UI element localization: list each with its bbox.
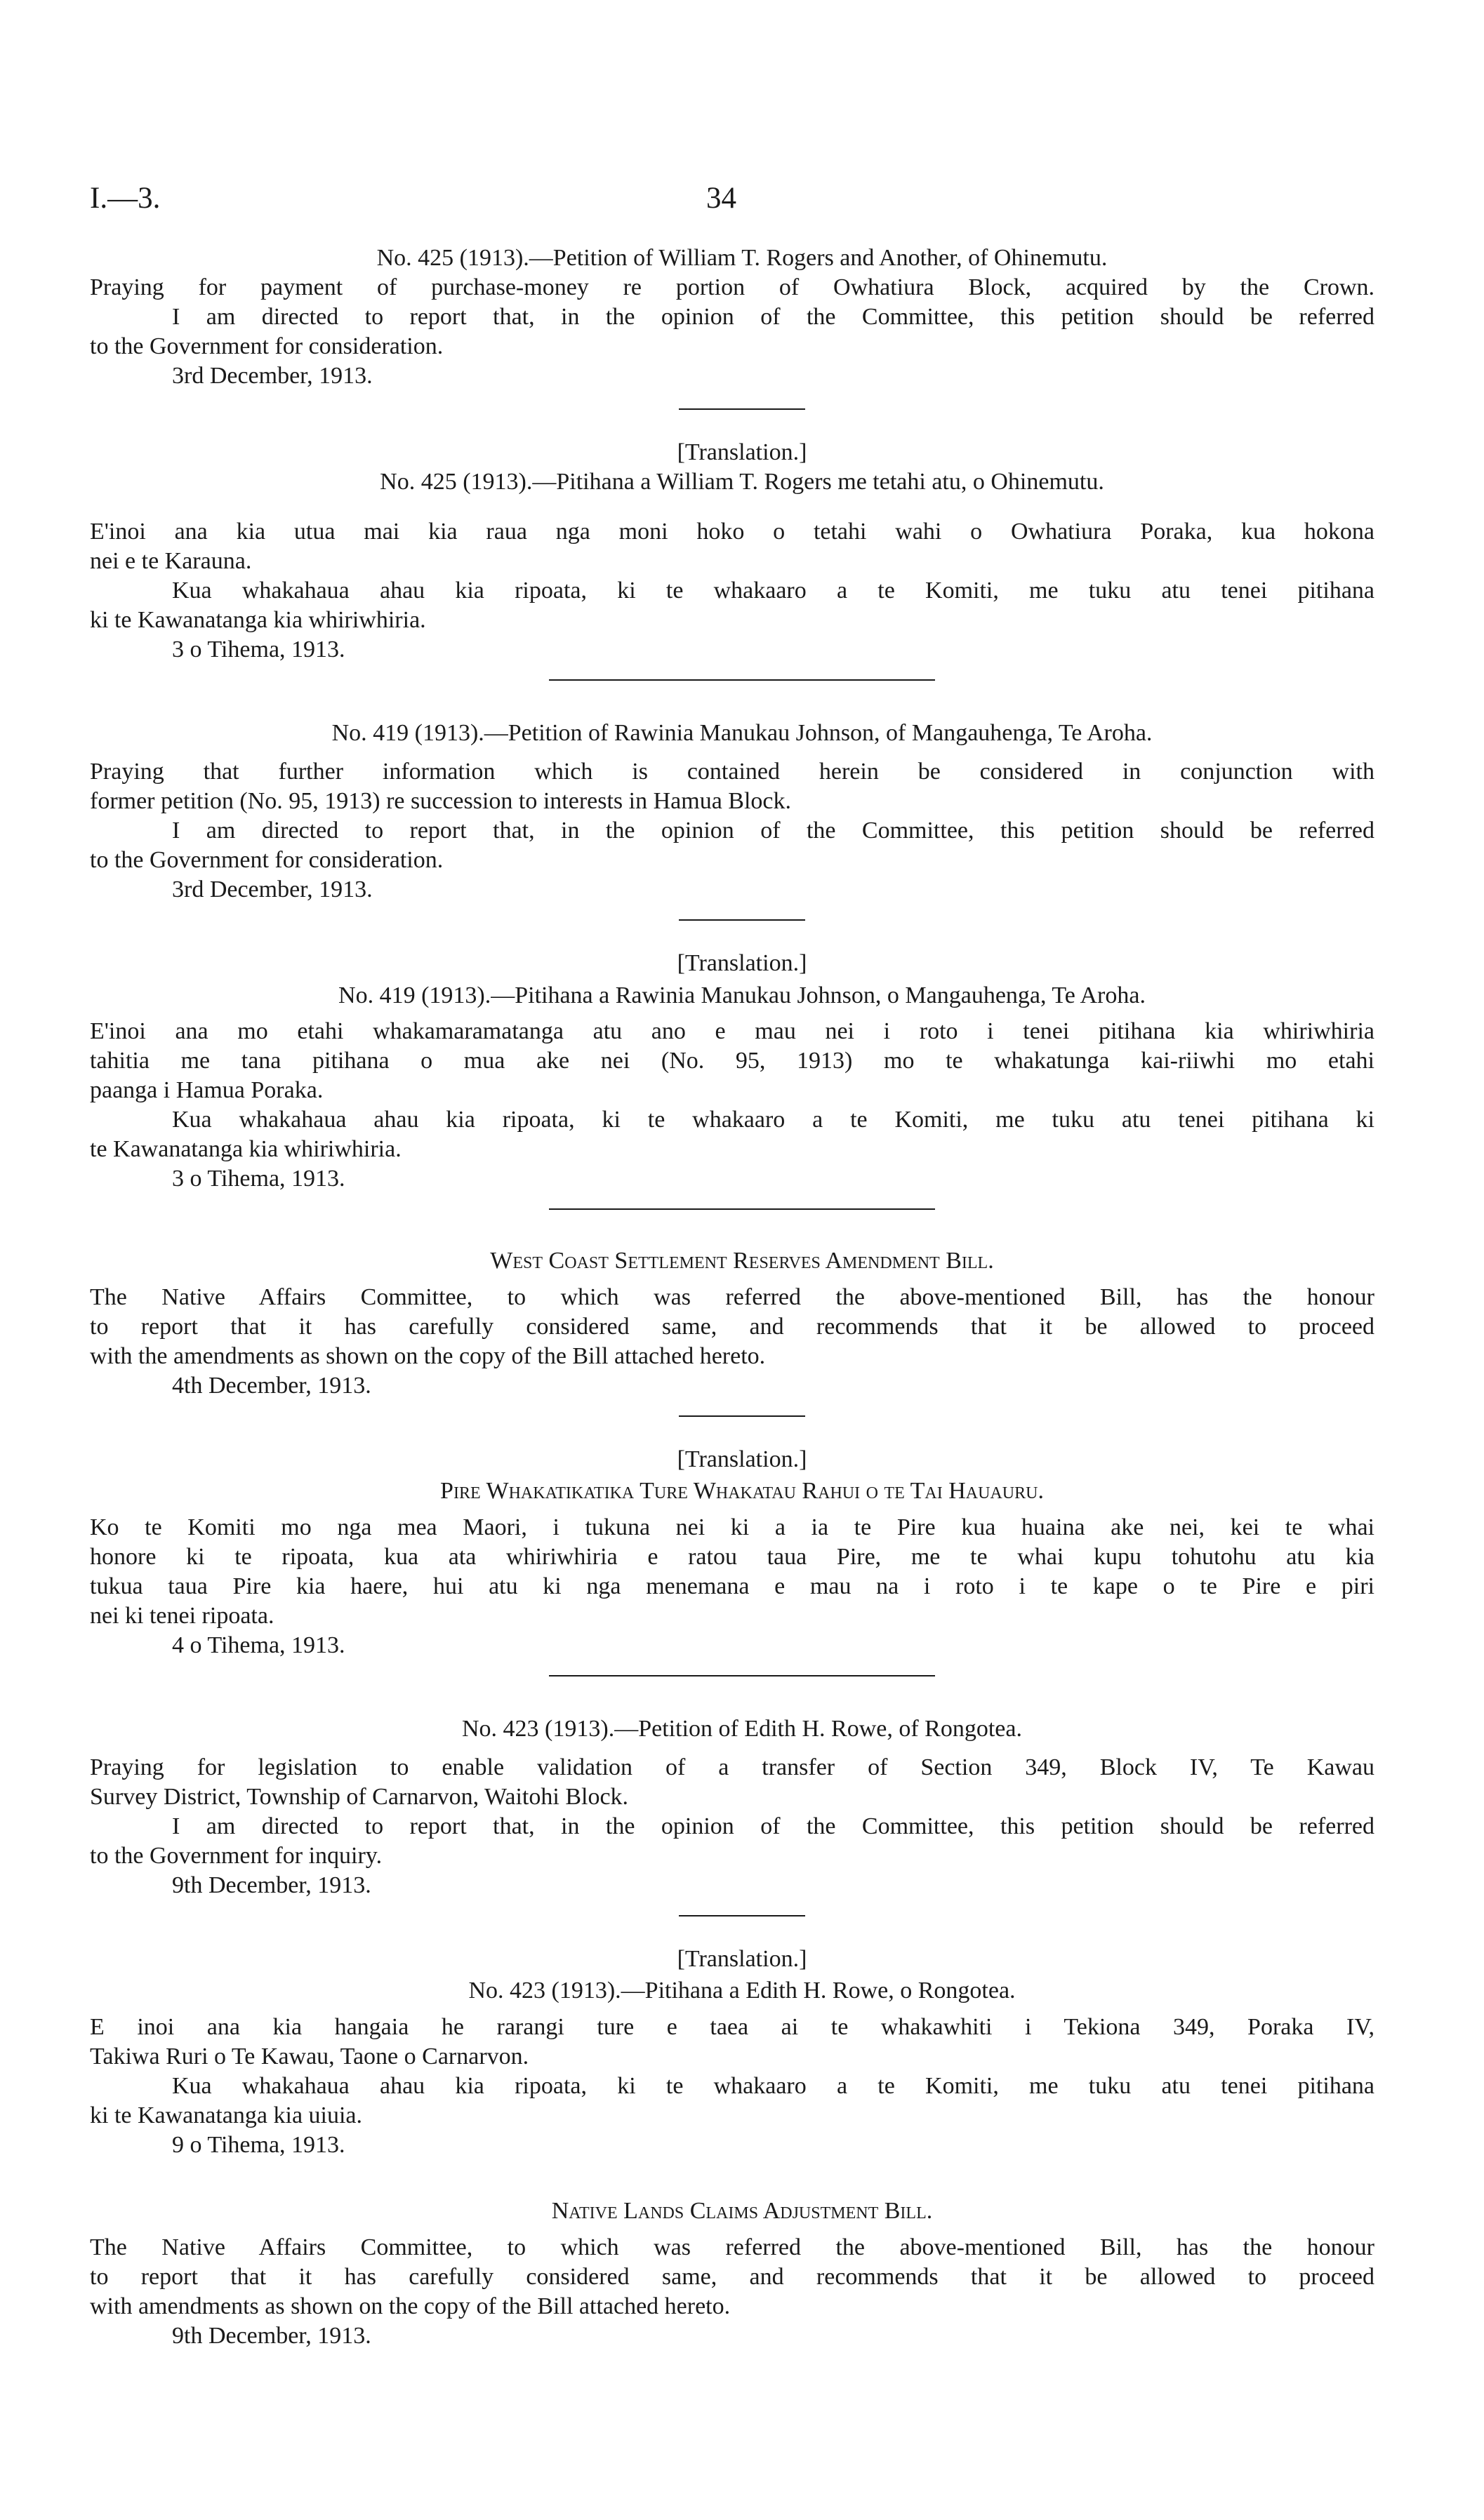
- paragraph-line: former petition (No. 95, 1913) re succession to interests in Hamua Block.: [90, 788, 791, 814]
- paragraph-line: to the Government for inquiry.: [90, 1843, 383, 1869]
- paragraph-line: nei e te Karauna.: [90, 548, 252, 574]
- petition-heading: No. 419 (1913).—Petition of Rawinia Manukau Johnson, of Mangauhenga, Te Aroha.: [331, 720, 1153, 746]
- bill-heading: Pire Whakatikatika Ture Whakatau Rahui o te Tai Hauauru.: [440, 1478, 1044, 1504]
- long-divider: [549, 1675, 935, 1676]
- paragraph-line: ki te Kawanatanga kia whiriwhiria.: [90, 607, 426, 633]
- paragraph-line: Survey District, Township of Carnarvon, Waitohi Block.: [90, 1784, 629, 1810]
- petition-heading: No. 425 (1913).—Petition of William T. Rogers and Another, of Ohinemutu.: [376, 245, 1108, 271]
- paragraph-line: honore ki te ripoata, kua ata whiriwhiria e ratou taua Pire, me te whai kupu tohutohu atu kia: [90, 1544, 1374, 1570]
- paragraph-line: I am directed to report that, in the opinion of the Committee, this petition should be referred: [172, 1813, 1374, 1839]
- paragraph-line: tahitia me tana pitihana o mua ake nei (No. 95, 1913) mo te whakatunga kai-riiwhi mo etahi: [90, 1048, 1374, 1074]
- paragraph-line: Takiwa Ruri o Te Kawau, Taone o Carnarvon.: [90, 2044, 529, 2069]
- date-line: 9th December, 1913.: [172, 1872, 371, 1898]
- date-line: 3rd December, 1913.: [172, 363, 373, 389]
- paragraph-line: The Native Affairs Committee, to which was referred the above-mentioned Bill, has the honour: [90, 2234, 1374, 2260]
- paragraph-line: with amendments as shown on the copy of the Bill attached hereto.: [90, 2293, 731, 2319]
- page-number: 34: [706, 182, 736, 215]
- paragraph-line: E'inoi ana kia utua mai kia raua nga moni hoko o tetahi wahi o Owhatiura Poraka, kua hokona: [90, 519, 1374, 545]
- translation-label: [Translation.]: [677, 950, 807, 976]
- paragraph-line: I am directed to report that, in the opinion of the Committee, this petition should be referred: [172, 818, 1374, 844]
- date-line: 3 o Tihema, 1913.: [172, 1166, 345, 1192]
- paragraph-line: tukua taua Pire kia haere, hui atu ki nga menemana e mau na i roto i te kape o te Pire e piri: [90, 1573, 1374, 1599]
- date-line: 3 o Tihema, 1913.: [172, 636, 345, 662]
- paragraph-line: to the Government for consideration.: [90, 333, 444, 359]
- paragraph-line: to report that it has carefully considered same, and recommends that it be allowed to proceed: [90, 1314, 1374, 1340]
- long-divider: [549, 679, 935, 681]
- paragraph-line: I am directed to report that, in the opinion of the Committee, this petition should be referred: [172, 304, 1374, 330]
- paragraph-line: nei ki tenei ripoata.: [90, 1603, 274, 1629]
- short-divider: [679, 1915, 805, 1916]
- paragraph-line: Praying that further information which is contained herein be considered in conjunction with: [90, 759, 1374, 785]
- paragraph-line: Praying for payment of purchase-money re portion of Owhatiura Block, acquired by the Crown.: [90, 274, 1374, 300]
- paragraph-line: Kua whakahaua ahau kia ripoata, ki te whakaaro a te Komiti, me tuku atu tenei pitihana: [172, 578, 1374, 604]
- short-divider: [679, 919, 805, 921]
- short-divider: [679, 1415, 805, 1417]
- paragraph-line: The Native Affairs Committee, to which was referred the above-mentioned Bill, has the honour: [90, 1284, 1374, 1310]
- petition-heading: No. 425 (1913).—Pitihana a William T. Rogers me tetahi atu, o Ohinemutu.: [380, 469, 1104, 495]
- translation-label: [Translation.]: [677, 1946, 807, 1972]
- date-line: 3rd December, 1913.: [172, 876, 373, 902]
- long-divider: [549, 1208, 935, 1210]
- paragraph-line: Ko te Komiti mo nga mea Maori, i tukuna nei ki a ia te Pire kua huaina ake nei, kei te whai: [90, 1514, 1374, 1540]
- translation-label: [Translation.]: [677, 1446, 807, 1472]
- paragraph-line: with the amendments as shown on the copy of the Bill attached hereto.: [90, 1343, 766, 1369]
- paragraph-line: Praying for legislation to enable validation of a transfer of Section 349, Block IV, Te Kawau: [90, 1754, 1374, 1780]
- document-reference: I.—3.: [90, 182, 161, 215]
- bill-heading: West Coast Settlement Reserves Amendment Bill.: [490, 1248, 994, 1274]
- paragraph-line: paanga i Hamua Poraka.: [90, 1077, 324, 1103]
- paragraph-line: E inoi ana kia hangaia he rarangi ture e taea ai te whakawhiti i Tekiona 349, Poraka IV,: [90, 2014, 1374, 2040]
- paragraph-line: E'inoi ana mo etahi whakamaramatanga atu ano e mau nei i roto i tenei pitihana kia whiriwhiria: [90, 1018, 1374, 1044]
- date-line: 9th December, 1913.: [172, 2323, 371, 2349]
- petition-heading: No. 423 (1913).—Petition of Edith H. Rowe, of Rongotea.: [462, 1716, 1022, 1742]
- paragraph-line: Kua whakahaua ahau kia ripoata, ki te whakaaro a te Komiti, me tuku atu tenei pitihana: [172, 2073, 1374, 2099]
- petition-heading: No. 419 (1913).—Pitihana a Rawinia Manukau Johnson, o Mangauhenga, Te Aroha.: [338, 982, 1146, 1008]
- date-line: 9 o Tihema, 1913.: [172, 2132, 345, 2158]
- paragraph-line: to report that it has carefully considered same, and recommends that it be allowed to proceed: [90, 2264, 1374, 2290]
- paragraph-line: to the Government for consideration.: [90, 847, 444, 873]
- short-divider: [679, 408, 805, 410]
- petition-heading: No. 423 (1913).—Pitihana a Edith H. Rowe, o Rongotea.: [468, 1978, 1016, 2004]
- date-line: 4th December, 1913.: [172, 1373, 371, 1399]
- date-line: 4 o Tihema, 1913.: [172, 1632, 345, 1658]
- translation-label: [Translation.]: [677, 439, 807, 465]
- paragraph-line: Kua whakahaua ahau kia ripoata, ki te whakaaro a te Komiti, me tuku atu tenei pitihana ki: [172, 1107, 1374, 1133]
- bill-heading: Native Lands Claims Adjustment Bill.: [551, 2198, 933, 2224]
- paragraph-line: te Kawanatanga kia whiriwhiria.: [90, 1136, 402, 1162]
- paragraph-line: ki te Kawanatanga kia uiuia.: [90, 2102, 363, 2128]
